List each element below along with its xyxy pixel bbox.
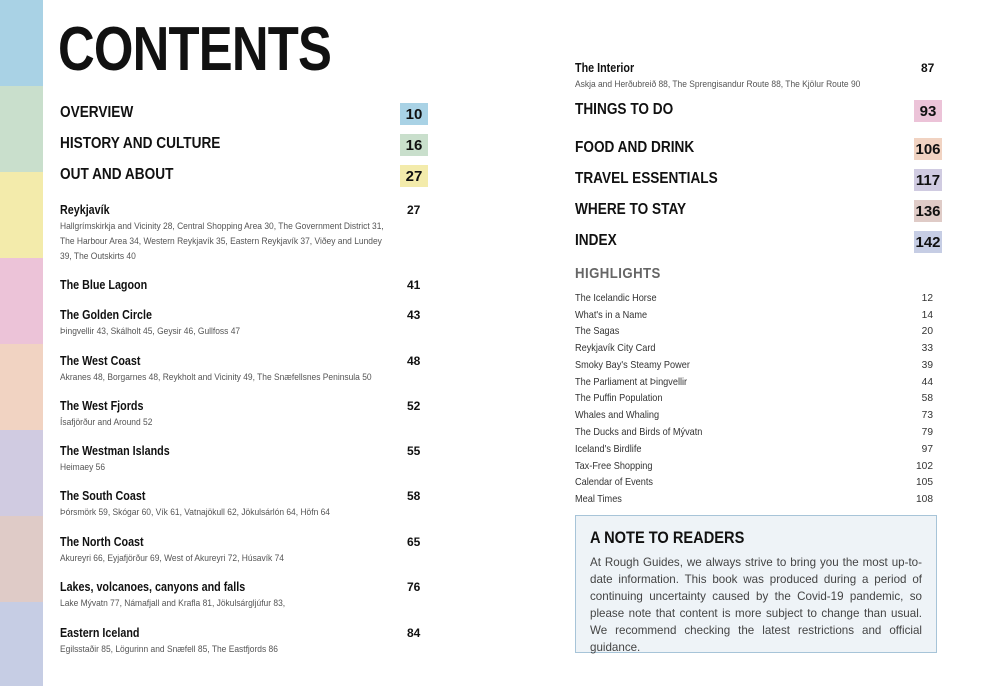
entry-subtopics: Askja and Herðubreið 88, The Sprengisandur Route 88, The Kjölur Route 90	[575, 78, 861, 89]
entry-subtopics: Egilsstaðir 85, Lögurinn and Snæfell 85, The Eastfjords 86	[60, 643, 278, 654]
highlight-item[interactable]	[575, 357, 935, 374]
highlight-page: 39	[921, 360, 933, 371]
entry-subtopics: Akureyri 66, Eyjafjörður 69, West of Akureyri 72, Húsavík 74	[60, 552, 285, 563]
section-label: OUT AND ABOUT	[60, 166, 174, 183]
highlight-page: 44	[921, 377, 933, 388]
highlight-label: Tax-Free Shopping	[575, 461, 653, 472]
highlight-label: Iceland's Birdlife	[575, 444, 642, 455]
highlight-label: Whales and Whaling	[575, 410, 660, 421]
entry-subtopics: Þórsmörk 59, Skógar 60, Vík 61, Vatnajökull 62, Jökulsárlón 64, Höfn 64	[60, 506, 330, 517]
entry-page: 76	[407, 580, 421, 594]
section-out-and-about[interactable]	[60, 166, 189, 184]
entry-title: The Blue Lagoon	[60, 278, 148, 292]
color-tab	[0, 0, 43, 86]
section-page-badge: 16	[400, 134, 428, 156]
highlights-heading: HIGHLIGHTS	[575, 265, 661, 282]
highlight-item[interactable]	[575, 474, 935, 491]
color-tab	[0, 86, 43, 172]
entry-page: 87	[921, 61, 935, 75]
highlight-page: 12	[921, 293, 933, 304]
section-label: OVERVIEW	[60, 104, 134, 121]
entry-title: The West Fjords	[60, 399, 144, 413]
section-food-and-drink[interactable]	[575, 139, 710, 157]
highlight-item[interactable]	[575, 407, 935, 424]
section-page-badge: 117	[914, 169, 942, 191]
entry-title: The South Coast	[60, 489, 146, 503]
highlight-label: Calendar of Events	[575, 477, 653, 488]
entry-subtopics: Þingvellir 43, Skálholt 45, Geysir 46, Gullfoss 47	[60, 325, 241, 336]
note-title: A NOTE TO READERS	[590, 528, 745, 547]
highlight-label: The Icelandic Horse	[575, 293, 657, 304]
section-history-culture[interactable]	[60, 135, 242, 153]
color-tab	[0, 258, 43, 344]
entry-title: The Interior	[575, 61, 635, 75]
highlight-page: 14	[921, 310, 933, 321]
entry-page: 48	[407, 354, 421, 368]
toc-entry-west-coast[interactable]	[60, 353, 420, 384]
highlight-page: 108	[916, 494, 933, 505]
highlight-label: The Sagas	[575, 326, 620, 337]
highlight-page: 33	[921, 343, 933, 354]
color-tab	[0, 344, 43, 430]
toc-entry-north-coast[interactable]	[60, 534, 420, 565]
highlight-item[interactable]	[575, 290, 935, 307]
section-where-to-stay[interactable]	[575, 201, 701, 219]
highlight-page: 20	[921, 326, 933, 337]
entry-subtopics: Ísafjörður and Around 52	[60, 416, 153, 427]
toc-entry-lakes-volcanoes[interactable]	[60, 579, 420, 610]
entry-title: The Golden Circle	[60, 308, 152, 322]
note-body: At Rough Guides, we always strive to bring you the most up-to-date information. This book was produced during a period of continuing uncertainty caused by the Covid-19 pandemic, so please note that content is more subject to change than usual. We recommend checking the latest restrictions and official guidance.	[590, 556, 922, 654]
entry-title: The North Coast	[60, 535, 144, 549]
section-page-badge: 93	[914, 100, 942, 122]
highlight-item[interactable]	[575, 491, 935, 508]
entry-page: 52	[407, 399, 421, 413]
section-page-badge: 106	[914, 138, 942, 160]
highlight-page: 105	[916, 477, 933, 488]
entry-subtopics: Akranes 48, Borgarnes 48, Reykholt and Vicinity 49, The Snæfellsnes Peninsula 50	[60, 371, 372, 382]
entry-page: 84	[407, 626, 421, 640]
section-page-badge: 142	[914, 231, 942, 253]
color-tab	[0, 172, 43, 258]
highlight-item[interactable]	[575, 390, 935, 407]
toc-entry-reykjavik[interactable]	[60, 202, 420, 263]
entry-subtopics: Heimaey 56	[60, 461, 106, 472]
color-tab	[0, 516, 43, 602]
toc-entry-golden-circle[interactable]	[60, 307, 420, 338]
section-page-badge: 27	[400, 165, 428, 187]
note-to-readers-box	[575, 515, 937, 653]
highlight-page: 79	[921, 427, 933, 438]
highlight-item[interactable]	[575, 374, 935, 391]
highlight-item[interactable]	[575, 424, 935, 441]
entry-page: 43	[407, 308, 421, 322]
section-label: INDEX	[575, 232, 617, 249]
highlight-label: Smoky Bay's Steamy Power	[575, 360, 690, 371]
page-title: CONTENTS	[58, 15, 332, 84]
entry-page: 58	[407, 489, 421, 503]
entry-page: 55	[407, 444, 421, 458]
entry-subtopics: Hallgrímskirkja and Vicinity 28, Central Shopping Area 30, The Government District 31, The Harbour Area 34, Western Reykjavík 35, Eastern Reykjavík 37, Viðey and Lundey 39, The Outskirts 40	[60, 220, 384, 261]
section-label: THINGS TO DO	[575, 101, 674, 118]
section-page-badge: 10	[400, 103, 428, 125]
highlight-item[interactable]	[575, 307, 935, 324]
toc-entry-westman-islands[interactable]	[60, 443, 420, 474]
highlight-label: The Parliament at Þingvellir	[575, 377, 688, 388]
highlight-page: 102	[916, 461, 933, 472]
toc-entry-south-coast[interactable]	[60, 488, 420, 519]
entry-title: Reykjavík	[60, 203, 110, 217]
section-page-badge: 136	[914, 200, 942, 222]
entry-subtopics: Lake Mývatn 77, Námafjall and Krafla 81, Jökulsárgljúfur 83,	[60, 597, 286, 608]
highlight-item[interactable]	[575, 441, 935, 458]
color-tab	[0, 430, 43, 516]
section-index[interactable]	[575, 232, 622, 250]
entry-title: Lakes, volcanoes, canyons and falls	[60, 580, 246, 594]
entry-page: 27	[407, 203, 421, 217]
highlight-label: The Ducks and Birds of Mývatn	[575, 427, 703, 438]
color-tab-strip	[0, 0, 43, 686]
highlight-label: Meal Times	[575, 494, 622, 505]
highlight-item[interactable]	[575, 323, 935, 340]
highlight-item[interactable]	[575, 458, 935, 475]
entry-title: Eastern Iceland	[60, 626, 140, 640]
section-label: FOOD AND DRINK	[575, 139, 695, 156]
entry-title: The West Coast	[60, 354, 141, 368]
section-overview[interactable]	[60, 104, 143, 122]
toc-entry-interior[interactable]	[575, 60, 935, 91]
section-things-to-do[interactable]	[575, 101, 687, 119]
section-travel-essentials[interactable]	[575, 170, 737, 188]
entry-page: 65	[407, 535, 421, 549]
highlight-label: The Puffin Population	[575, 393, 663, 404]
highlight-page: 73	[921, 410, 933, 421]
color-tab	[0, 602, 43, 686]
entry-page: 41	[407, 278, 421, 292]
toc-entry-blue-lagoon[interactable]	[60, 277, 161, 293]
section-label: HISTORY AND CULTURE	[60, 135, 221, 152]
highlight-page: 58	[921, 393, 933, 404]
toc-entry-west-fjords[interactable]	[60, 398, 420, 429]
entry-title: The Westman Islands	[60, 444, 170, 458]
highlight-label: Reykjavík City Card	[575, 343, 656, 354]
section-label: TRAVEL ESSENTIALS	[575, 170, 718, 187]
section-label: WHERE TO STAY	[575, 201, 687, 218]
highlight-page: 97	[921, 444, 933, 455]
toc-entry-eastern-iceland[interactable]	[60, 625, 420, 656]
highlight-item[interactable]	[575, 340, 935, 357]
highlight-label: What's in a Name	[575, 310, 648, 321]
